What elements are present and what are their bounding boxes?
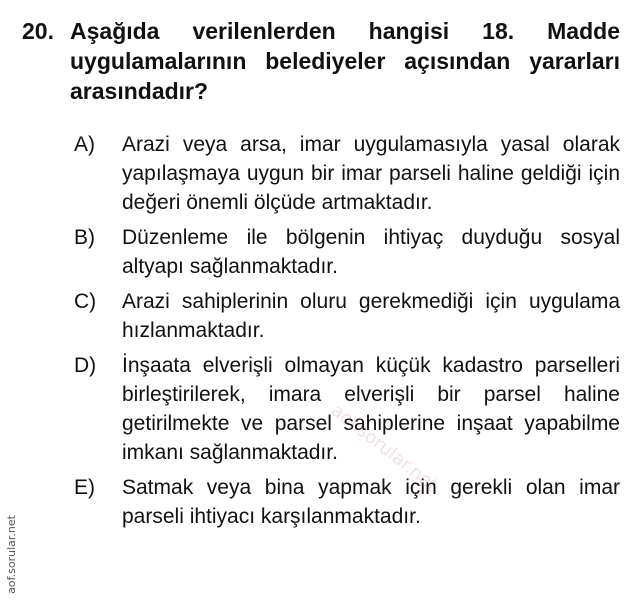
question-stem: Aşağıda verilenlerden hangisi 18. Madde uygulamalarının belediyeler açısından yararları arasındadır? xyxy=(70,18,620,104)
option-letter: D) xyxy=(74,354,97,377)
option-text: İnşaata elverişli olmayan küçük kadastro parselleri birleştirilerek, imara elverişli bir parsel haline getirilmekte ve parsel sahiplerine inşaat yapabilme imkanı sağlanmaktadır. xyxy=(122,354,620,464)
question-block xyxy=(22,16,620,106)
diagonal-watermark: aof.sorular.net xyxy=(327,400,442,496)
option-b[interactable] xyxy=(74,223,620,281)
option-letter: A) xyxy=(74,133,95,156)
option-e[interactable] xyxy=(74,473,620,531)
option-c[interactable] xyxy=(74,287,620,345)
option-text: Satmak veya bina yapmak için gerekli olan imar parseli ihtiyacı karşılanmaktadır. xyxy=(122,476,620,528)
options-list xyxy=(74,130,620,537)
question-number: 20. xyxy=(22,18,54,44)
side-watermark-text: aof.sorular.net xyxy=(4,514,18,594)
option-text: Arazi veya arsa, imar uygulamasıyla yasal olarak yapılaşmaya uygun bir imar parseli haline geldiği için değeri önemli ölçüde artmaktadır. xyxy=(122,133,620,214)
option-text: Düzenleme ile bölgenin ihtiyaç duyduğu sosyal altyapı sağlanmaktadır. xyxy=(122,226,620,278)
side-watermark xyxy=(4,500,18,608)
option-d[interactable] xyxy=(74,351,620,467)
option-letter: B) xyxy=(74,226,95,249)
option-a[interactable] xyxy=(74,130,620,217)
option-letter: E) xyxy=(74,476,95,499)
option-letter: C) xyxy=(74,290,97,313)
question-header xyxy=(22,16,620,106)
option-text: Arazi sahiplerinin oluru gerekmediği için uygulama hızlanmaktadır. xyxy=(122,290,620,342)
